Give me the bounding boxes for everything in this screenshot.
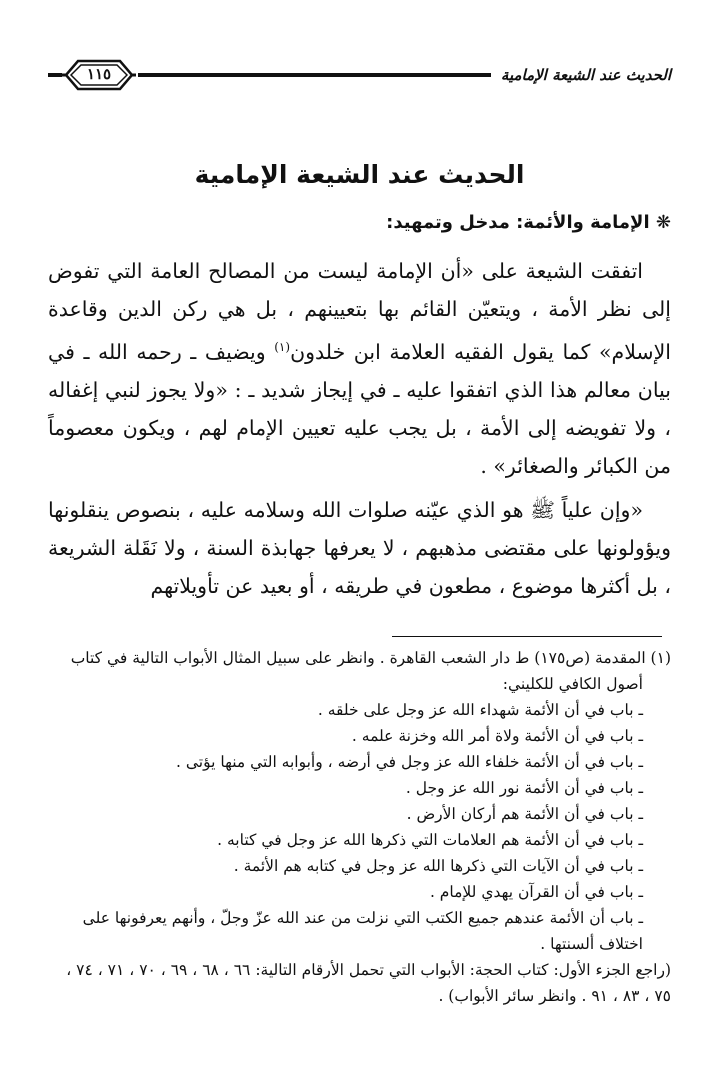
list-item: ـ باب أن الأئمة عندهم جميع الكتب التي نزلت من عند الله عزّ وجلّ ، وأنهم يعرفونها على اختلاف ألسنتها . bbox=[82, 909, 643, 953]
page-number-ornament bbox=[62, 55, 136, 95]
paragraph-text: «وإن علياً ﷺ هو الذي عيّنه صلوات الله وسلامه عليه ، بنصوص ينقلونها ويؤولونها على مقتضى مذهبهم ، لا يعرفها جهابذة السنة ، ولا نَقَلة الشريعة ، بل أكثرها موضوع ، مطعون في طريقه ، أو بعيد عن تأويلاتهم bbox=[48, 497, 671, 598]
section-heading bbox=[48, 212, 671, 233]
footnote-reference: (راجع الجزء الأول: كتاب الحجة: الأبواب التي تحمل الأرقام التالية: ٦٦ ، ٦٨ ، ٦٩ ، ٧٠ ، ٧١ ، ٧٤ ، ٧٥ ، ٨٣ ، ٩١ . وانظر سائر الأبواب) . bbox=[66, 961, 671, 1005]
footnote-continuation: أصول الكافي للكليني: bbox=[502, 675, 643, 693]
list-item: ـ باب في أن الأئمة خلفاء الله عز وجل في أرضه ، وأبوابه التي منها يؤتى . bbox=[176, 753, 643, 771]
paragraph-text: اتفقت الشيعة على «أن الإمامة ليست من المصالح العامة التي تفوض إلى نظر الأمة ، ويتعيّن القائم بها بتعيينهم ، بل هي ركن الدين وقاعدة الإسلام» كما يقول الفقيه العلامة ابن خلدون bbox=[48, 259, 671, 364]
footnote-list bbox=[48, 697, 671, 957]
list-item: ـ باب في أن الأئمة ولاة أمر الله وخزنة علمه . bbox=[351, 727, 643, 745]
page-number: ١١٥ bbox=[86, 65, 112, 83]
running-title: الحديث عند الشيعة الإمامية bbox=[500, 66, 671, 84]
paragraph bbox=[48, 252, 671, 485]
list-item: ـ باب في أن القرآن يهدي للإمام . bbox=[429, 883, 643, 901]
footnote-ref: (١) bbox=[274, 340, 291, 354]
running-header bbox=[48, 52, 671, 98]
list-item: ـ باب في أن الأئمة هم العلامات التي ذكرها الله عز وجل في كتابه . bbox=[217, 831, 643, 849]
list-item: ـ باب في أن الأئمة هم أركان الأرض . bbox=[406, 805, 643, 823]
section-title: الإمامة والأئمة: مدخل وتمهيد: bbox=[386, 212, 650, 233]
footnotes bbox=[48, 645, 671, 1009]
paragraph-text: ويضيف ـ رحمه الله ـ في بيان معالم هذا الذي اتفقوا عليه ـ في إيجاز شديد ـ : «ولا يجوز لنبي إغفاله ، ولا تفويضه إلى الأمة ، بل يجب عليه تعيين الإمام لهم ، ويكون معصوماً من الكبائر والصغائر» . bbox=[48, 339, 671, 478]
list-item: ـ باب في أن الأئمة نور الله عز وجل . bbox=[405, 779, 643, 797]
footnote-separator bbox=[392, 636, 662, 637]
list-item: ـ باب في أن الأئمة شهداء الله عز وجل على خلقه . bbox=[317, 701, 643, 719]
chapter-title: الحديث عند الشيعة الإمامية bbox=[194, 160, 525, 189]
paragraph bbox=[48, 491, 671, 605]
body-text bbox=[48, 252, 671, 605]
footnote-first-line: (١) المقدمة (ص١٧٥) ط دار الشعب القاهرة . وانظر على سبيل المثال الأبواب التالية في كتاب bbox=[70, 649, 671, 667]
list-item: ـ باب في أن الآيات التي ذكرها الله عز وجل في كتابه هم الأئمة . bbox=[233, 857, 643, 875]
header-rule-tail bbox=[48, 73, 62, 77]
header-rule bbox=[138, 73, 491, 77]
section-marker-icon: ❋ bbox=[655, 212, 671, 233]
